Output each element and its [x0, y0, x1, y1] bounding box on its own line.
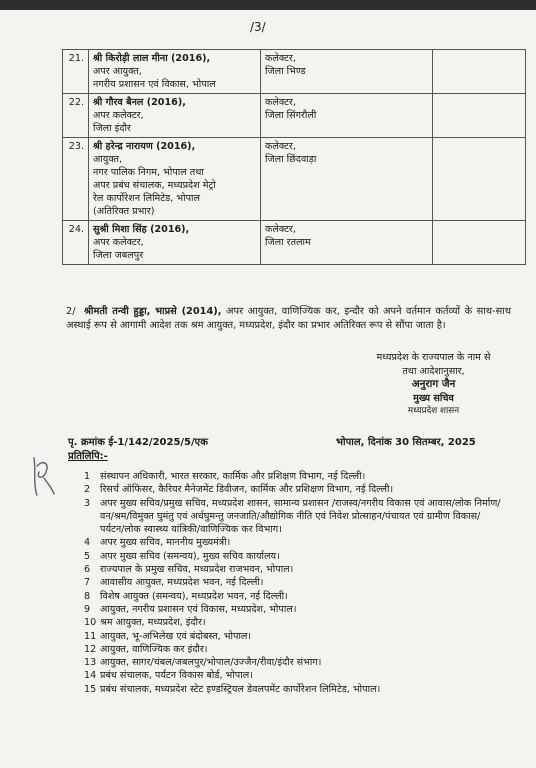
- officer-cell: [89, 221, 261, 265]
- officer-name: श्री गौरव बैनल (2016),: [93, 97, 186, 108]
- officer-name: श्री किरोड़ी लाल मीना (2016),: [93, 53, 211, 64]
- list-item-text: संस्थापन अधिकारी, भारत सरकार, कार्मिक और प्रशिक्षण विभाग, नई दिल्ली।: [100, 471, 366, 482]
- list-item-number: 15: [84, 683, 97, 695]
- list-item-text: आयुक्त, वाणिज्यिक कर इंदौर।: [100, 643, 208, 655]
- list-item-text: आवासीय आयुक्त, मध्यप्रदेश भवन, नई दिल्ली।: [100, 577, 264, 589]
- list-item-number: 2: [84, 484, 91, 496]
- list-item-number: 7: [84, 577, 91, 589]
- posting-line: कलेक्टर,: [265, 224, 296, 235]
- list-item-number: 12: [84, 643, 97, 655]
- list-item: [84, 616, 504, 629]
- list-item-number: 14: [84, 670, 97, 682]
- list-item-text: विशेष आयुक्त (समन्वय), मध्यप्रदेश भवन, नई दिल्ली।: [100, 590, 288, 602]
- signatory-designation: मुख्य सचिव: [413, 392, 454, 404]
- officer-line: नगर पालिक निगम, भोपाल तथा: [93, 167, 204, 178]
- list-item: [84, 630, 504, 643]
- serial-number: 22.: [63, 94, 89, 138]
- list-item: [84, 483, 504, 496]
- list-item-number: 8: [84, 590, 91, 602]
- table-row: [63, 50, 526, 94]
- list-item-text: अपर मुख्य सचिव/प्रमुख सचिव, मध्यप्रदेश शासन, सामान्य प्रशासन /राजस्व/नगरीय विकास एवं आवास/लोक निर्माण/वन/श्रम/विमुक्त घुमंतु एवं अर्धघुमन्तु जनजाति/औद्योगिक नीति एवं निवेश प्रोत्साहन/पंचायत एवं ग्रामीण विकास/ पर्यटन/लोक स्वास्थ्य यांत्रिकी/वाणिज्यिक कर विभाग।: [100, 497, 501, 536]
- officer-line: नगरीय प्रशासन एवं विकास, भोपाल: [93, 79, 216, 90]
- table-row: [63, 221, 526, 265]
- list-item: [84, 536, 504, 549]
- list-item: [84, 603, 504, 616]
- reference-number: पृ. क्रमांक ई-1/142/2025/5/एक: [68, 437, 208, 448]
- list-item-text: श्रम आयुक्त, मध्यप्रदेश, इंदौर।: [100, 617, 206, 629]
- empty-cell: [433, 221, 526, 265]
- posting-line: कलेक्टर,: [265, 53, 296, 64]
- authority-line: तथा आदेशानुसार,: [402, 365, 465, 377]
- posting-line: जिला छिंदवाड़ा: [265, 154, 317, 165]
- list-item: [84, 576, 504, 589]
- officer-line: अपर कलेक्टर,: [93, 110, 144, 121]
- officer-line: रेल कार्पोरेशन लिमिटेड, भोपाल: [93, 193, 201, 204]
- copy-recipient-list: [84, 470, 504, 696]
- empty-cell: [433, 94, 526, 138]
- officer-table: [62, 49, 526, 265]
- list-item: [84, 669, 504, 682]
- list-item-text: अपर मुख्य सचिव (समन्वय), मुख्य सचिव कार्यालय।: [100, 550, 280, 562]
- list-item-text: राज्यपाल के प्रमुख सचिव, मध्यप्रदेश राजभवन, भोपाल।: [100, 564, 294, 576]
- serial-number: 24.: [63, 221, 89, 265]
- officer-line: अपर कलेक्टर,: [93, 237, 144, 248]
- serial-number: 23.: [63, 138, 89, 221]
- authority-line: मध्यप्रदेश के राज्यपाल के नाम से: [376, 352, 491, 363]
- posting-cell: [261, 138, 433, 221]
- list-item-number: 4: [84, 537, 91, 549]
- posting-line: जिला सिंगरौली: [265, 110, 317, 121]
- list-item-number: 6: [84, 564, 91, 576]
- officer-cell: [89, 94, 261, 138]
- officer-line: आयुक्त,: [93, 154, 123, 165]
- serial-number: 21.: [63, 50, 89, 94]
- officer-line: (अतिरिक्त प्रभार): [93, 206, 155, 217]
- posting-line: कलेक्टर,: [265, 141, 296, 152]
- copy-heading: प्रतिलिपि:-: [68, 451, 108, 462]
- list-item-text: आयुक्त, नगरीय प्रशासन एवं विकास, मध्यप्रदेश, भोपाल।: [100, 603, 297, 615]
- list-item-text: रिसर्च ऑफिसर, कैरियर मैनेजमेंट डिवीजन, कार्मिक और प्रशिक्षण विभाग, नई दिल्ली।: [100, 484, 394, 496]
- list-item-number: 3: [84, 497, 91, 509]
- officer-cell: [89, 138, 261, 221]
- list-item-number: 10: [84, 617, 97, 629]
- paragraph-text: अपर आयुक्त, वाणिज्यिक कर, इन्दौर को अपने वर्तमान कर्तव्यों के साथ-साथ अस्थाई रूप से आगामी आदेश तक श्रम आयुक्त, मध्यप्रदेश, इंदौर का प्रभार अतिरिक्त रूप से सौंपा जाता है।: [66, 306, 511, 331]
- officer-line: अपर आयुक्त,: [93, 66, 142, 77]
- empty-cell: [433, 50, 526, 94]
- list-item: [84, 656, 504, 669]
- officer-line: अपर प्रबंध संचालक, मध्यप्रदेश मेट्रो: [93, 180, 216, 191]
- posting-cell: [261, 50, 433, 94]
- list-item-number: 11: [84, 630, 97, 642]
- officer-cell: [89, 50, 261, 94]
- handwritten-initial-mark: [28, 450, 58, 498]
- list-item-number: 5: [84, 550, 91, 562]
- table-row: [63, 138, 526, 221]
- reference-date: भोपाल, दिनांक 30 सितम्बर, 2025: [336, 437, 476, 448]
- posting-line: कलेक्टर,: [265, 97, 296, 108]
- list-item: [84, 563, 504, 576]
- officer-name: श्री हरेन्द्र नारायण (2016),: [93, 141, 196, 152]
- list-item: [84, 550, 504, 563]
- table-row: [63, 94, 526, 138]
- list-item: [84, 497, 504, 537]
- paragraph-officer-name: श्रीमती तन्वी हुड्डा, भाप्रसे (2014),: [84, 306, 222, 317]
- list-item: [84, 470, 504, 483]
- posting-cell: [261, 94, 433, 138]
- list-item-text: प्रबंध संचालक, मध्यप्रदेश स्टेट इण्डस्ट्रियल डेवलपमेंट कार्पोरेशन लिमिटेड, भोपाल।: [100, 683, 381, 695]
- signature-block: [346, 351, 521, 419]
- posting-line: जिला रतलाम: [265, 237, 311, 248]
- signatory-name: अनुराग जैन: [411, 378, 456, 390]
- paragraph-number: 2/: [66, 306, 76, 317]
- list-item-text: अपर मुख्य सचिव, माननीय मुख्यमंत्री।: [100, 537, 231, 549]
- list-item: [84, 683, 504, 696]
- officer-line: जिला इंदौर: [93, 123, 131, 134]
- officer-line: जिला जबलपुर: [93, 250, 144, 261]
- posting-cell: [261, 221, 433, 265]
- empty-cell: [433, 138, 526, 221]
- list-item: [84, 643, 504, 656]
- list-item-text: आयुक्त, भू-अभिलेख एवं बंदोबस्त, भोपाल।: [100, 630, 252, 642]
- order-paragraph: [66, 305, 511, 333]
- list-item-text: आयुक्त, सागर/चंबल/जबलपुर/भोपाल/उज्जैन/रीवा/इंदौर संभाग।: [100, 657, 322, 669]
- list-item: [84, 590, 504, 603]
- top-shadow-bar: [0, 0, 536, 10]
- list-item-text: प्रबंध संचालक, पर्यटन विकास बोर्ड, भोपाल।: [100, 670, 253, 682]
- page-number: /3/: [250, 20, 266, 34]
- list-item-number: 9: [84, 603, 91, 615]
- signatory-organisation: मध्यप्रदेश शासन: [407, 406, 460, 416]
- list-item-number: 1: [84, 471, 91, 482]
- posting-line: जिला भिण्ड: [265, 66, 306, 77]
- list-item-number: 13: [84, 657, 97, 669]
- officer-name: सुश्री मिशा सिंह (2016),: [93, 224, 190, 235]
